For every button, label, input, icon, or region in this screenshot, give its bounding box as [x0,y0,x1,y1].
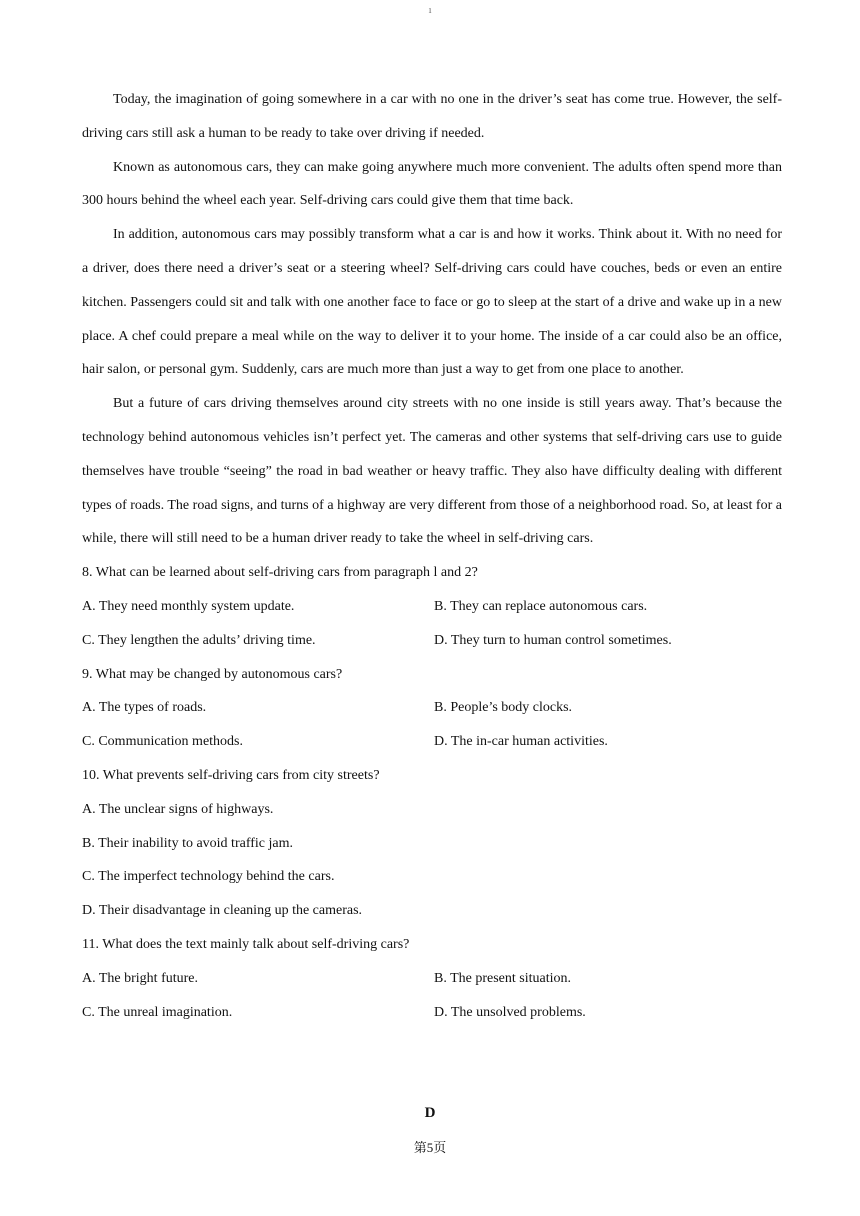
passage-paragraph-2: Known as autonomous cars, they can make going anywhere much more convenient. The adults often spend more than 300 hours behind the wheel each year. Self-driving cars could give them that time back. [82,159,782,209]
option-a: A. They need monthly system update. [82,598,295,614]
question-10 [82,759,782,928]
option-d: D. They turn to human control sometimes. [434,632,672,648]
option-row [82,725,782,759]
option-a: A. The types of roads. [82,700,207,716]
option-row [82,691,782,725]
option-c: C. The imperfect technology behind the cars. [82,869,335,885]
option-a: A. The unclear signs of highways. [82,801,274,817]
option-b: B. The present situation. [434,970,571,986]
option-row [82,996,782,1030]
option-d: D. The unsolved problems. [434,1004,586,1020]
option-d: D. The in-car human activities. [434,734,608,750]
page-top-mark: 1 [428,7,432,15]
question-stem: 11. What does the text mainly talk about self-driving cars? [82,936,410,952]
page-number-footer: 第5页 [413,1140,447,1155]
question-stem: 10. What prevents self-driving cars from city streets? [82,767,380,783]
option-c: C. Communication methods. [82,734,243,750]
question-9 [82,658,782,759]
option-row [82,590,782,624]
passage-paragraph-4: But a future of cars driving themselves around city streets with no one inside is still years away. That’s because the technology behind autonomous vehicles isn’t perfect yet. The cameras and other systems that self-driving cars use to guide themselves have trouble “seeing” the road in bad weather or heavy traffic. They also have difficulty dealing with different types of roads. The road signs, and turns of a highway are very different from those of a neighborhood road. So, at least for a while, there will still need to be a human driver ready to take the wheel in self-driving cars. [82,396,782,547]
option-b: B. They can replace autonomous cars. [434,598,648,614]
question-stem: 9. What may be changed by autonomous cars? [82,666,343,682]
option-a: A. The bright future. [82,970,198,986]
passage-paragraph-1: Today, the imagination of going somewhere in a car with no one in the driver’s seat has come true. However, the self-driving cars still ask a human to be ready to take over driving if needed. [82,92,782,141]
option-row [82,962,782,996]
question-11 [82,928,782,1029]
option-c: C. They lengthen the adults’ driving time. [82,632,316,648]
passage-paragraph-3: In addition, autonomous cars may possibly transform what a car is and how it works. Think about it. With no need for a driver, does there need a driver’s seat or a steering wheel? Self-driving cars could have couches, beds or even an entire kitchen. Passengers could sit and talk with one another face to face or go to sleep at the start of a drive and wake up in a new place. A chef could prepare a meal while on the way to deliver it to your home. The inside of a car could also be an office, hair salon, or personal gym. Suddenly, cars are much more than just a way to get from one place to another. [82,227,782,378]
reading-passage [82,83,782,556]
option-b: B. Their inability to avoid traffic jam. [82,835,293,851]
option-row [82,624,782,658]
option-d: D. Their disadvantage in cleaning up the cameras. [82,903,363,919]
option-c: C. The unreal imagination. [82,1004,233,1020]
question-stem: 8. What can be learned about self-driving cars from paragraph l and 2? [82,565,478,581]
option-b: B. People’s body clocks. [434,700,573,716]
document-body [82,83,782,1029]
question-8 [82,556,782,657]
section-heading-d: D [424,1105,436,1121]
